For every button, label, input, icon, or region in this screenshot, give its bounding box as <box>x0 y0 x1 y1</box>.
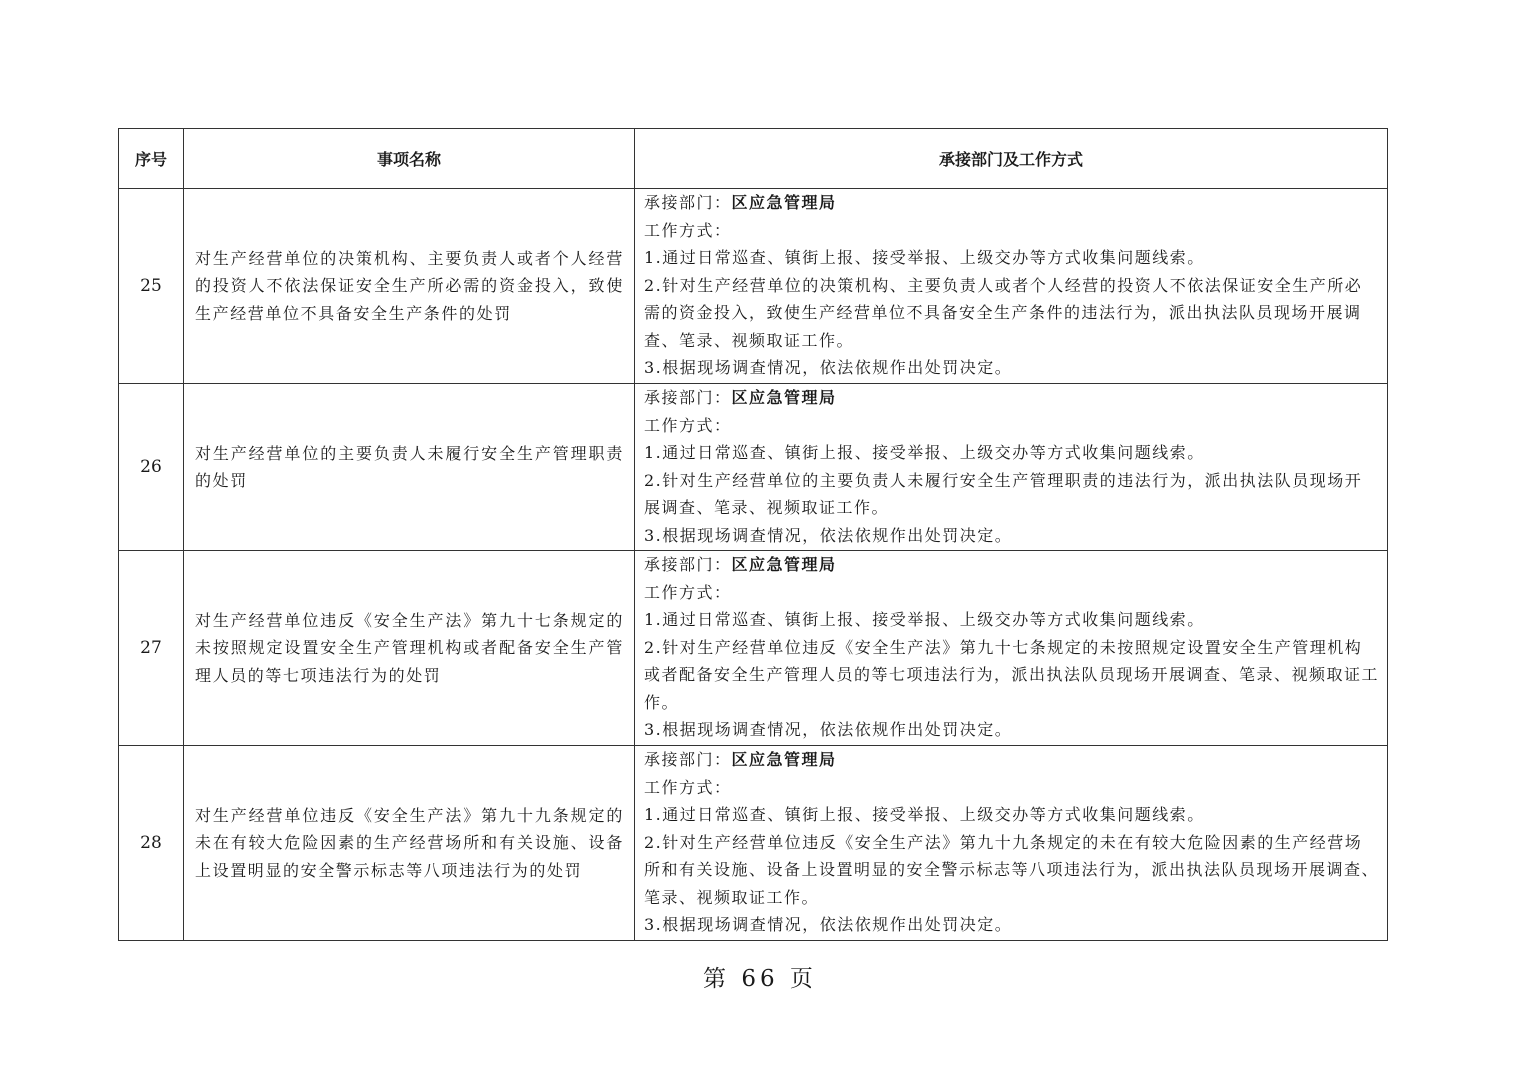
department-label: 承接部门： <box>644 750 732 769</box>
row-matter-name: 对生产经营单位违反《安全生产法》第九十七条规定的未按照规定设置安全生产管理机构或者配备安全生产管理人员的等七项违法行为的处罚 <box>184 551 635 746</box>
header-matter-name: 事项名称 <box>184 129 635 189</box>
department-line <box>644 189 1379 217</box>
row-serial-number: 25 <box>119 189 184 384</box>
row-department-cell <box>635 746 1388 941</box>
header-serial-number: 序号 <box>119 129 184 189</box>
row-department-cell <box>635 384 1388 551</box>
method-step-1: 1.通过日常巡查、镇街上报、接受举报、上级交办等方式收集问题线索。 <box>644 248 1205 267</box>
table-header-row <box>119 129 1388 189</box>
department-label: 承接部门： <box>644 555 732 574</box>
row-matter-name: 对生产经营单位违反《安全生产法》第九十九条规定的未在有较大危险因素的生产经营场所和有关设施、设备上设置明显的安全警示标志等八项违法行为的处罚 <box>184 746 635 941</box>
method-step-1: 1.通过日常巡查、镇街上报、接受举报、上级交办等方式收集问题线索。 <box>644 805 1205 824</box>
table-row <box>119 746 1388 941</box>
method-step-3: 3.根据现场调查情况，依法依规作出处罚决定。 <box>644 720 1013 739</box>
table-row <box>119 189 1388 384</box>
matters-table <box>118 128 1388 941</box>
method-step-3: 3.根据现场调查情况，依法依规作出处罚决定。 <box>644 915 1013 934</box>
department-label: 承接部门： <box>644 193 732 212</box>
method-step-2: 2.针对生产经营单位违反《安全生产法》第九十七条规定的未按照规定设置安全生产管理机构或者配备安全生产管理人员的等七项违法行为，派出执法队员现场开展调查、笔录、视频取证工作。 <box>644 637 1380 712</box>
method-step-1: 1.通过日常巡查、镇街上报、接受举报、上级交办等方式收集问题线索。 <box>644 443 1205 462</box>
method-label: 工作方式： <box>644 582 732 602</box>
department-value: 区应急管理局 <box>731 750 837 769</box>
method-step-3: 3.根据现场调查情况，依法依规作出处罚决定。 <box>644 358 1013 377</box>
method-label: 工作方式： <box>644 777 732 797</box>
table-row <box>119 551 1388 746</box>
method-step-2: 2.针对生产经营单位违反《安全生产法》第九十九条规定的未在有较大危险因素的生产经营场所和有关设施、设备上设置明显的安全警示标志等八项违法行为，派出执法队员现场开展调查、笔录、视频取证工作。 <box>644 832 1380 907</box>
row-department-cell <box>635 189 1388 384</box>
header-department-and-method: 承接部门及工作方式 <box>635 129 1388 189</box>
department-line <box>644 746 1379 774</box>
method-label: 工作方式： <box>644 415 732 435</box>
method-label: 工作方式： <box>644 220 732 240</box>
row-matter-name: 对生产经营单位的决策机构、主要负责人或者个人经营的投资人不依法保证安全生产所必需的资金投入，致使生产经营单位不具备安全生产条件的处罚 <box>184 189 635 384</box>
department-value: 区应急管理局 <box>731 555 837 574</box>
department-label: 承接部门： <box>644 388 732 407</box>
row-serial-number: 27 <box>119 551 184 746</box>
method-step-2: 2.针对生产经营单位的主要负责人未履行安全生产管理职责的违法行为，派出执法队员现场开展调查、笔录、视频取证工作。 <box>644 470 1363 517</box>
row-serial-number: 26 <box>119 384 184 551</box>
department-value: 区应急管理局 <box>731 193 837 212</box>
method-step-1: 1.通过日常巡查、镇街上报、接受举报、上级交办等方式收集问题线索。 <box>644 610 1205 629</box>
page-number: 第 66 页 <box>703 966 817 992</box>
method-step-2: 2.针对生产经营单位的决策机构、主要负责人或者个人经营的投资人不依法保证安全生产所必需的资金投入，致使生产经营单位不具备安全生产条件的违法行为，派出执法队员现场开展调查、笔录、视频取证工作。 <box>644 275 1363 350</box>
row-serial-number: 28 <box>119 746 184 941</box>
method-step-3: 3.根据现场调查情况，依法依规作出处罚决定。 <box>644 525 1013 545</box>
department-value: 区应急管理局 <box>731 388 837 407</box>
department-line <box>644 551 1379 579</box>
department-line <box>644 384 1379 412</box>
row-matter-name: 对生产经营单位的主要负责人未履行安全生产管理职责的处罚 <box>184 384 635 551</box>
table-row <box>119 384 1388 551</box>
row-department-cell <box>635 551 1388 746</box>
